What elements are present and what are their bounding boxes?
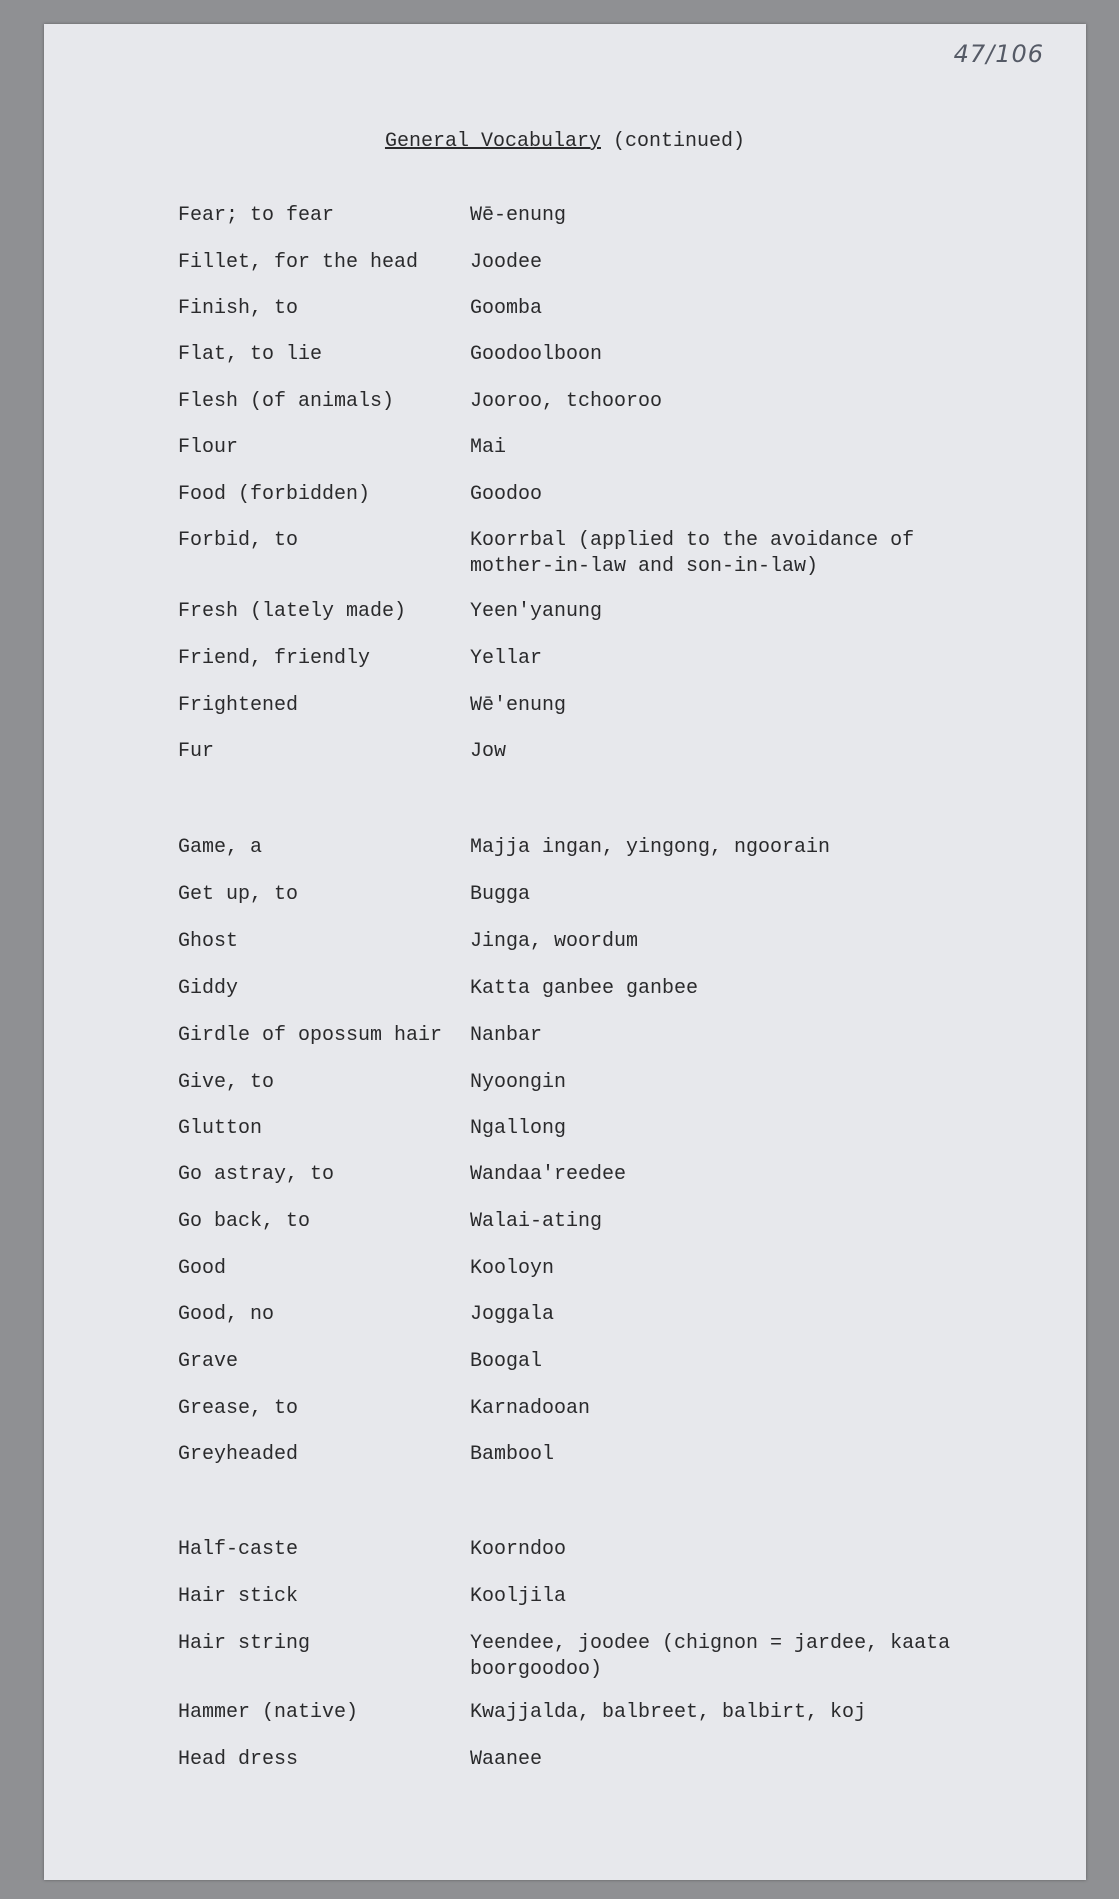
vocabulary-entry <box>178 976 1058 1002</box>
entry-definition: Nyoongin <box>470 1071 567 1094</box>
vocabulary-entry <box>178 599 1058 625</box>
entry-definition: Wē-enung <box>470 204 567 227</box>
entry-term: Good <box>178 1257 227 1280</box>
entry-definition: Wē'enung <box>470 694 567 717</box>
vocabulary-entry <box>178 1162 1058 1188</box>
vocabulary-list <box>44 24 1086 1880</box>
vocabulary-entry <box>178 1209 1058 1235</box>
vocabulary-entry <box>178 646 1058 672</box>
vocabulary-entry <box>178 482 1058 508</box>
vocabulary-entry <box>178 1023 1058 1049</box>
vocabulary-entry <box>178 1700 1058 1726</box>
vocabulary-entry <box>178 882 1058 908</box>
entry-definition: Bugga <box>470 883 531 906</box>
entry-term: Finish, to <box>178 297 299 320</box>
entry-term: Giddy <box>178 977 239 1000</box>
document-page <box>44 24 1086 1880</box>
entry-term: Game, a <box>178 836 263 859</box>
entry-definition: Wandaa'reedee <box>470 1163 627 1186</box>
entry-definition: Joggala <box>470 1303 555 1326</box>
vocabulary-entry <box>178 203 1058 229</box>
entry-term: Friend, friendly <box>178 647 371 670</box>
entry-definition: Majja ingan, yingong, ngoorain <box>470 836 831 859</box>
entry-term: Good, no <box>178 1303 275 1326</box>
entry-definition: Goodoolboon <box>470 343 603 366</box>
entry-term: Hair stick <box>178 1585 299 1608</box>
entry-term: Forbid, to <box>178 529 299 552</box>
entry-definition: Waanee <box>470 1748 543 1771</box>
vocabulary-entry <box>178 1442 1058 1468</box>
entry-term: Food (forbidden) <box>178 483 371 506</box>
entry-term: Get up, to <box>178 883 299 906</box>
vocabulary-entry <box>178 435 1058 461</box>
title-main: General Vocabulary <box>384 130 601 153</box>
vocabulary-entry <box>178 1584 1058 1610</box>
entry-definition: Goomba <box>470 297 543 320</box>
entry-term: Fresh (lately made) <box>178 600 407 623</box>
vocabulary-entry <box>178 1116 1058 1142</box>
vocabulary-entry <box>178 1349 1058 1375</box>
entry-definition: Koorrbal (applied to the avoidance of mother-in-law and son-in-law) <box>470 529 915 578</box>
entry-term: Give, to <box>178 1071 275 1094</box>
folio-number: 47/106 <box>953 40 1044 68</box>
vocabulary-entry <box>178 1396 1058 1422</box>
entry-term: Fur <box>178 740 215 763</box>
entry-definition: Kooljila <box>470 1585 567 1608</box>
entry-definition: Joodee <box>470 251 543 274</box>
title-suffix: (continued) <box>601 130 746 153</box>
entry-definition: Goodoo <box>470 483 543 506</box>
entry-term: Hair string <box>178 1632 311 1655</box>
entry-definition: Mai <box>470 436 507 459</box>
vocabulary-entry <box>178 693 1058 719</box>
vocabulary-entry <box>178 1302 1058 1328</box>
entry-term: Grave <box>178 1350 239 1373</box>
entry-definition: Boogal <box>470 1350 543 1373</box>
entry-term: Ghost <box>178 930 239 953</box>
entry-definition: Jinga, woordum <box>470 930 639 953</box>
entry-definition: Yeen'yanung <box>470 600 603 623</box>
entry-definition: Katta ganbee ganbee <box>470 977 699 1000</box>
entry-definition: Yellar <box>470 647 543 670</box>
entry-term: Go back, to <box>178 1210 311 1233</box>
entry-term: Greyheaded <box>178 1443 299 1466</box>
vocabulary-entry <box>178 528 1058 580</box>
vocabulary-entry <box>178 1631 1058 1683</box>
entry-term: Hammer (native) <box>178 1701 359 1724</box>
vocabulary-entry <box>178 929 1058 955</box>
vocabulary-entry <box>178 1070 1058 1096</box>
vocabulary-entry <box>178 1747 1058 1773</box>
entry-term: Frightened <box>178 694 299 717</box>
entry-definition: Yeendee, joodee (chignon = jardee, kaata boorgoodoo) <box>470 1632 951 1681</box>
entry-definition: Bambool <box>470 1443 555 1466</box>
entry-term: Flat, to lie <box>178 343 323 366</box>
vocabulary-entry <box>178 250 1058 276</box>
vocabulary-entry <box>178 835 1058 861</box>
vocabulary-entry <box>178 389 1058 415</box>
vocabulary-entry <box>178 1256 1058 1282</box>
entry-definition: Jooroo, tchooroo <box>470 390 663 413</box>
entry-term: Fillet, for the head <box>178 251 419 274</box>
entry-definition: Ngallong <box>470 1117 567 1140</box>
entry-definition: Koorndoo <box>470 1538 567 1561</box>
entry-term: Go astray, to <box>178 1163 335 1186</box>
vocabulary-entry <box>178 296 1058 322</box>
vocabulary-entry <box>178 739 1058 765</box>
vocabulary-entry <box>178 342 1058 368</box>
entry-term: Girdle of opossum hair <box>178 1024 443 1047</box>
vocabulary-entry <box>178 1537 1058 1563</box>
entry-term: Grease, to <box>178 1397 299 1420</box>
entry-term: Half-caste <box>178 1538 299 1561</box>
entry-term: Fear; to fear <box>178 204 335 227</box>
entry-term: Glutton <box>178 1117 263 1140</box>
entry-definition: Kwajjalda, balbreet, balbirt, koj <box>470 1701 867 1724</box>
entry-definition: Walai-ating <box>470 1210 603 1233</box>
entry-definition: Nanbar <box>470 1024 543 1047</box>
entry-definition: Jow <box>470 740 507 763</box>
entry-term: Flour <box>178 436 239 459</box>
entry-definition: Karnadooan <box>470 1397 591 1420</box>
entry-definition: Kooloyn <box>470 1257 555 1280</box>
entry-term: Flesh (of animals) <box>178 390 395 413</box>
entry-term: Head dress <box>178 1748 299 1771</box>
